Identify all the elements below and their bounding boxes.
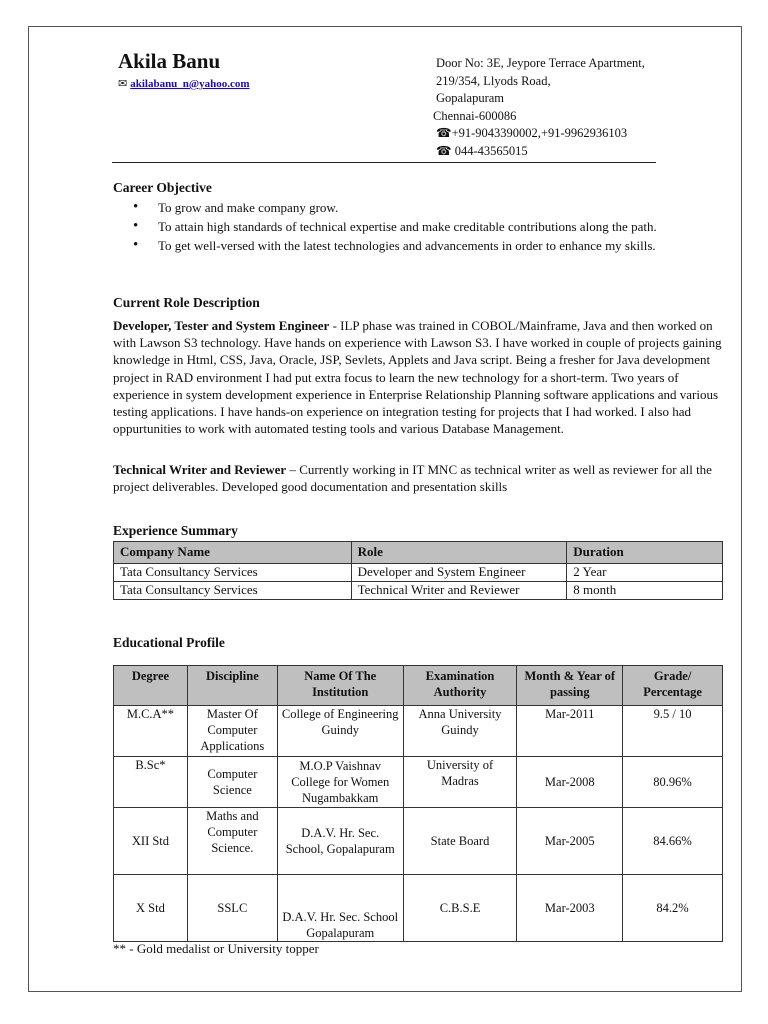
career-objective-list [133,198,743,255]
table-cell: X Std [114,875,188,942]
table-cell: Mar-2005 [517,808,623,875]
education-footnote: ** - Gold medalist or University topper [113,941,319,956]
objective-item: • To grow and make company grow. [133,198,743,217]
table-cell: Computer Science [187,757,277,808]
table-cell: 9.5 / 10 [623,706,723,757]
table-cell: 80.96% [623,757,723,808]
address-block [433,55,645,161]
table-cell: C.B.S.E [403,875,517,942]
table-row [114,564,723,582]
table-cell: Tata Consultancy Services [114,582,352,600]
header-divider [112,162,656,163]
column-header: Company Name [114,542,352,564]
table-cell: M.O.P Vaishnav College for Women Nugambakkam [277,757,403,808]
telephone-icon: ☎ [436,143,452,158]
table-cell: SSLC [187,875,277,942]
column-header: Duration [567,542,723,564]
table-cell: XII Std [114,808,188,875]
table-cell: Mar-2011 [517,706,623,757]
telephone-icon: ☎ [436,126,452,141]
column-header: Grade/ Percentage [623,666,723,706]
education-heading: Educational Profile [113,635,225,650]
column-header: Name Of The Institution [277,666,403,706]
table-cell: 84.2% [623,875,723,942]
education-table [113,665,723,942]
address-line-2: 219/354, Llyods Road, [436,73,551,88]
table-row [114,875,723,942]
table-cell: Developer and System Engineer [351,564,567,582]
table-cell: State Board [403,808,517,875]
column-header: Month & Year of passing [517,666,623,706]
table-cell: Technical Writer and Reviewer [351,582,567,600]
address-line-3: Gopalapuram [436,91,505,106]
table-row [114,757,723,808]
column-header: Examination Authority [403,666,517,706]
email-link[interactable]: akilabanu_n@yahoo.com [130,78,250,90]
email-row [118,77,250,91]
table-cell: College of Engineering Guindy [277,706,403,757]
column-header: Degree [114,666,188,706]
table-cell: Tata Consultancy Services [114,564,352,582]
current-role-heading: Current Role Description [113,295,260,310]
career-objective-heading: Career Objective [113,180,212,195]
table-header-row [114,542,723,564]
table-cell: Anna University Guindy [403,706,517,757]
candidate-name: Akila Banu [118,49,221,73]
table-cell: 84.66% [623,808,723,875]
mobile-numbers: +91-9043390002,+91-9962936103 [451,126,628,141]
table-row [114,808,723,875]
table-cell: M.C.A** [114,706,188,757]
table-header-row [114,666,723,706]
landline-phone [436,143,645,161]
role-text: - ILP phase was trained in COBOL/Mainframe, Java and then worked on with Lawson S3 technology. Have hands on experience with Lawson S3. I have worked in couple of projects gaining knowledge in Html, CSS, Java, Oracle, JSP, Sevlets, Applets and Java script. Being a fresher for Java development project in RAD environment I had put extra focus to learn the new technology for a short-term. Two years of experience in system development experience in Enterprise Relationship Planning software applications and various testing applications. I have hands-on experience on integration testing for projects that I had worked. I also had oppurtunities to work with automated testing tools and various Database Management. [113,318,722,437]
table-cell: D.A.V. Hr. Sec. School, Gopalapuram [277,808,403,875]
table-row [114,706,723,757]
table-cell: Maths and Computer Science. [187,808,277,875]
envelope-icon: ✉ [118,78,128,90]
table-cell: D.A.V. Hr. Sec. School Gopalapuram [277,875,403,942]
table-cell: 8 month [567,582,723,600]
table-row [114,582,723,600]
address-line-1: Door No: 3E, Jeypore Terrace Apartment, [436,56,645,70]
role-title: Technical Writer and Reviewer [113,462,287,477]
table-cell: Mar-2003 [517,875,623,942]
role-title: Developer, Tester and System Engineer [113,318,330,333]
role-description-1 [113,317,723,437]
table-cell: B.Sc* [114,757,188,808]
role-description-2 [113,461,723,495]
table-cell: Master Of Computer Applications [187,706,277,757]
objective-item: • To get well-versed with the latest technologies and advancements in order to enhance my skills. [133,236,743,255]
table-cell: University of Madras [403,757,517,808]
experience-heading: Experience Summary [113,523,238,538]
address-line-4: Chennai-600086 [433,108,517,123]
column-header: Role [351,542,567,564]
role-text: – Currently working in IT MNC as technical writer as well as reviewer for all the project deliverables. Developed good documentation and presentation skills [113,462,712,495]
table-cell: 2 Year [567,564,723,582]
experience-table [113,541,723,600]
column-header: Discipline [187,666,277,706]
objective-item: • To attain high standards of technical expertise and make creditable contributions along the path. [133,217,688,236]
landline-number: 044-43565015 [454,143,528,158]
table-cell: Mar-2008 [517,757,623,808]
mobile-phones [436,125,645,143]
